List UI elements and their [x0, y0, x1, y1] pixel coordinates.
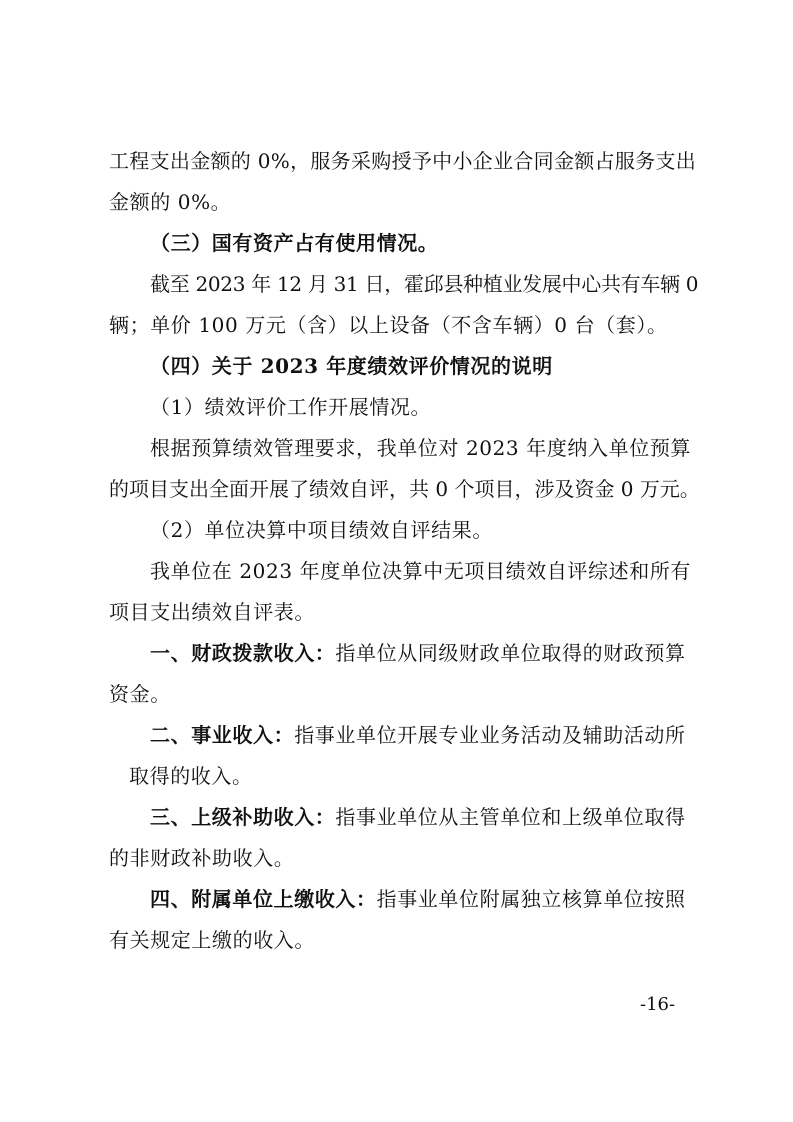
paragraph-line: 我单位在 2023 年度单位决算中无项目绩效自评综述和所有 — [150, 559, 692, 583]
definition-term: 四、附属单位上缴收入： — [150, 887, 377, 911]
definition-text: 指事业单位从主管单位和上级单位取得 — [335, 805, 686, 829]
paragraph-line: 根据预算绩效管理要求，我单位对 2023 年度纳入单位预算 — [150, 436, 692, 460]
paragraph-line: 辆；单价 100 万元（含）以上设备（不含车辆）0 台（套）。 — [109, 313, 668, 337]
definition-text: 指事业单位开展专业业务活动及辅助活动所 — [294, 723, 686, 747]
paragraph-line: 的项目支出全面开展了绩效自评，共 0 个项目，涉及资金 0 万元。 — [109, 477, 700, 501]
definition-line — [150, 804, 686, 830]
paragraph-line: 金额的 0%。 — [109, 190, 232, 214]
definition-line: 的非财政补助收入。 — [109, 846, 295, 870]
definition-line: 有关规定上缴的收入。 — [109, 928, 315, 952]
subheading: （2）单位决算中项目绩效自评结果。 — [150, 518, 493, 542]
definition-line: 取得的收入。 — [129, 764, 253, 788]
subheading: （1）绩效评价工作开展情况。 — [150, 395, 432, 419]
definition-line: 资金。 — [109, 682, 171, 706]
definition-term: 一、财政拨款收入： — [150, 641, 336, 665]
paragraph-line: 工程支出金额的 0%，服务采购授予中小企业合同金额占服务支出 — [109, 149, 697, 173]
definition-term: 三、上级补助收入： — [150, 805, 336, 829]
paragraph-line: 项目支出绩效自评表。 — [109, 600, 315, 624]
definition-line — [150, 722, 686, 748]
section-heading: （三）国有资产占有使用情况。 — [150, 231, 439, 255]
definition-text: 指事业单位附属独立核算单位按照 — [376, 887, 686, 911]
definition-line — [150, 640, 686, 666]
definition-term: 二、事业收入： — [150, 723, 295, 747]
page-number: -16- — [640, 994, 676, 1015]
section-heading: （四）关于 2023 年度绩效评价情况的说明 — [150, 354, 553, 378]
paragraph-line: 截至 2023 年 12 月 31 日，霍邱县种植业发展中心共有车辆 0 — [150, 272, 699, 296]
definition-text: 指单位从同级财政单位取得的财政预算 — [335, 641, 686, 665]
definition-line — [150, 886, 686, 912]
